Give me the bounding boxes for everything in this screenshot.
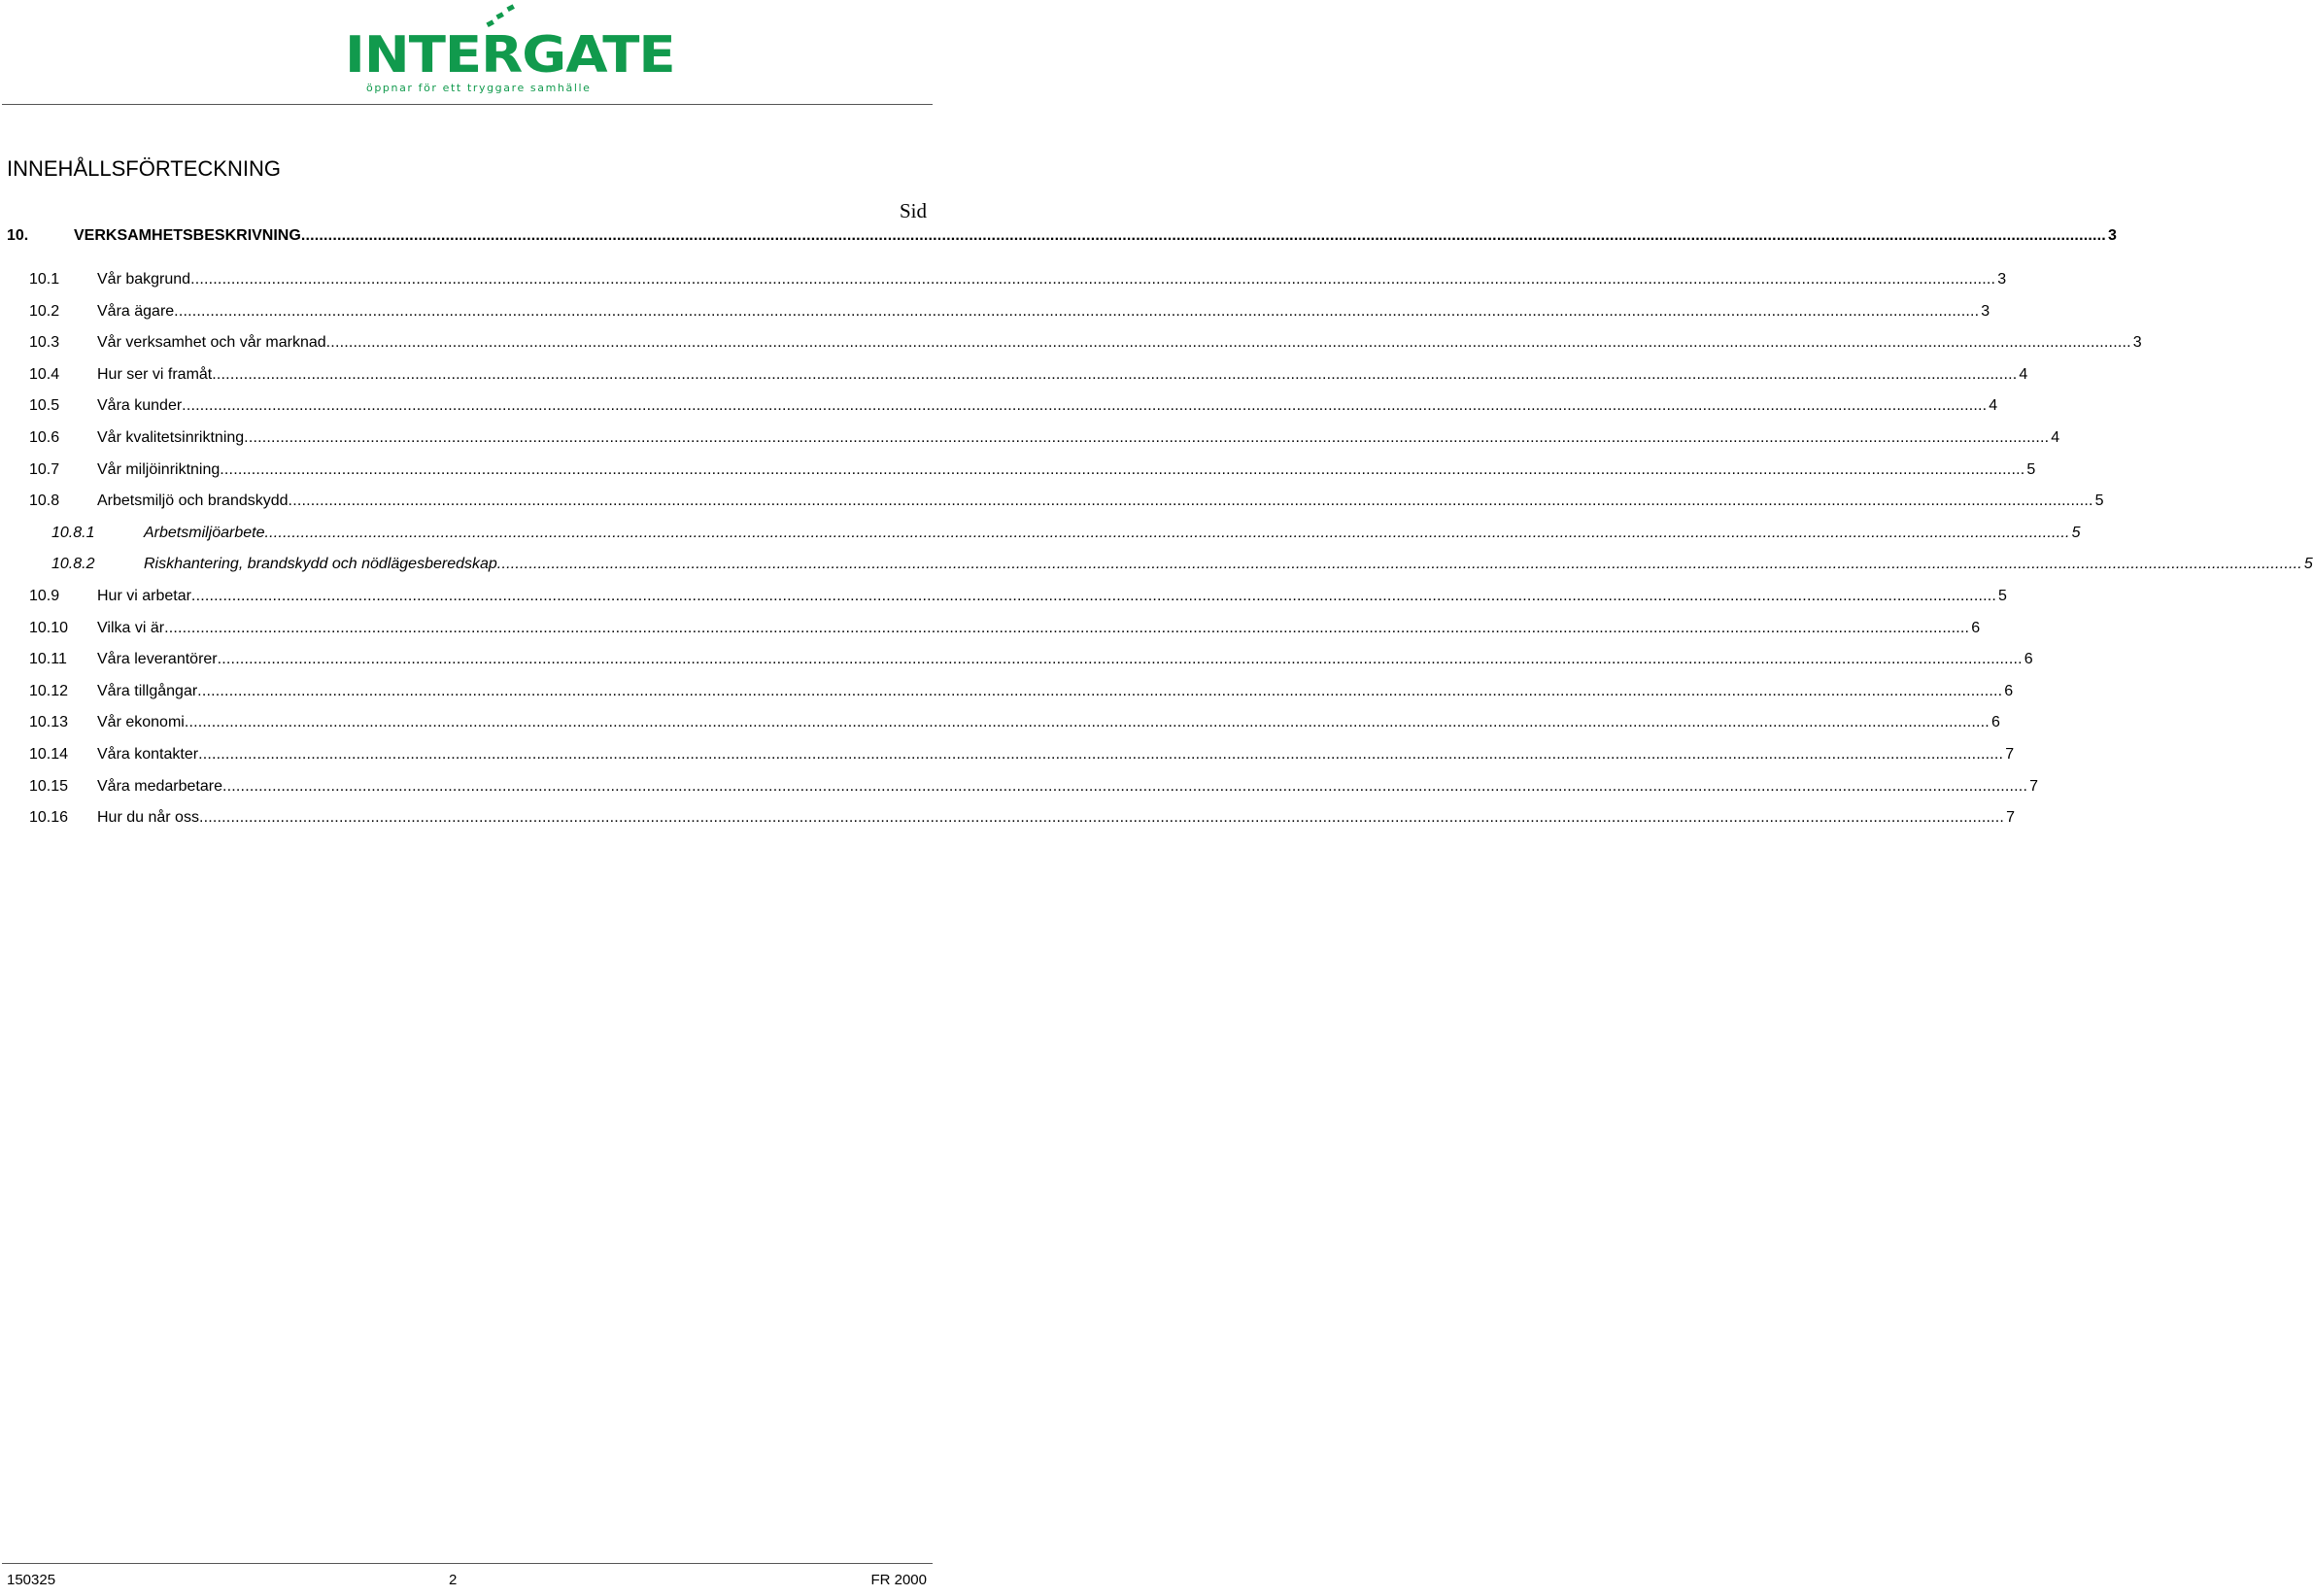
toc-entry-leader bbox=[144, 523, 2081, 544]
toc-entry-leader bbox=[97, 618, 1981, 639]
toc-entry-number: 10.2 bbox=[29, 302, 60, 320]
toc-dot-leader: ................................................................................................................................................................................................................................................................................................................................................................................................................ bbox=[198, 809, 2005, 827]
toc-entry-number: 10.12 bbox=[29, 682, 69, 699]
toc-entry-page: 5 bbox=[2071, 524, 2081, 541]
toc-entry-number: 10.13 bbox=[29, 714, 69, 731]
toc-entry[interactable] bbox=[0, 364, 2028, 386]
toc-entry-number: 10.1 bbox=[29, 271, 60, 288]
footer-page-number: 2 bbox=[449, 1572, 458, 1588]
toc-entry-page: 6 bbox=[2024, 651, 2033, 668]
toc-entry-leader bbox=[97, 776, 2038, 798]
toc-dot-leader: ................................................................................................................................................................................................................................................................................................................................................................................................................ bbox=[300, 227, 2106, 244]
toc-entry-title: Våra tillgångar bbox=[97, 682, 198, 699]
toc-entry-page: 7 bbox=[2006, 809, 2015, 827]
toc-entry-leader bbox=[74, 225, 2117, 247]
toc-entry[interactable] bbox=[0, 586, 2007, 607]
toc-entry[interactable] bbox=[0, 807, 2015, 829]
toc-entry-number: 10.8.1 bbox=[51, 524, 95, 541]
toc-entry-title: Våra ägare bbox=[97, 302, 175, 320]
toc-dot-leader: ................................................................................................................................................................................................................................................................................................................................................................................................................ bbox=[198, 746, 2004, 763]
toc-dot-leader: ................................................................................................................................................................................................................................................................................................................................................................................................................ bbox=[325, 334, 2131, 352]
toc-entry-page: 3 bbox=[2132, 334, 2142, 352]
toc-entry-page: 7 bbox=[2005, 746, 2015, 763]
toc-entry-title: Riskhantering, brandskydd och nödlägesberedskap bbox=[144, 556, 497, 573]
toc-entry-number: 10.10 bbox=[29, 619, 69, 636]
toc-entry-number: 10.16 bbox=[29, 809, 69, 827]
toc-entry-number: 10.5 bbox=[29, 397, 60, 415]
toc-entry-leader bbox=[97, 681, 2014, 702]
toc-dot-leader: ................................................................................................................................................................................................................................................................................................................................................................................................................ bbox=[264, 524, 2070, 541]
toc-entry-page: 5 bbox=[1998, 588, 2007, 604]
toc-entry-leader bbox=[97, 807, 2015, 829]
toc-dot-leader: ................................................................................................................................................................................................................................................................................................................................................................................................................ bbox=[496, 556, 2302, 573]
toc-entry-leader bbox=[97, 586, 2007, 607]
toc-entry-title: Våra kontakter bbox=[97, 746, 199, 763]
toc-entry[interactable] bbox=[0, 744, 2015, 765]
toc-entry-leader bbox=[97, 491, 2104, 512]
toc-title: INNEHÅLLSFÖRTECKNING bbox=[7, 156, 281, 181]
toc-entry[interactable] bbox=[0, 712, 2000, 733]
toc-entry-number: 10.15 bbox=[29, 777, 69, 795]
toc-entry-page: 6 bbox=[2004, 682, 2014, 699]
toc-entry-leader bbox=[97, 395, 1998, 417]
toc-entry[interactable] bbox=[0, 301, 1990, 323]
logo-wordmark: INTERGATE bbox=[345, 26, 675, 85]
toc-dot-leader: ................................................................................................................................................................................................................................................................................................................................................................................................................ bbox=[217, 651, 2023, 668]
toc-dot-leader: ................................................................................................................................................................................................................................................................................................................................................................................................................ bbox=[184, 714, 1990, 731]
toc-entry-leader bbox=[97, 649, 2033, 670]
toc-entry-title: Vår miljöinriktning bbox=[97, 460, 221, 478]
toc-entry-title: Arbetsmiljöarbete bbox=[144, 524, 265, 541]
toc-dot-leader: ................................................................................................................................................................................................................................................................................................................................................................................................................ bbox=[244, 429, 2050, 446]
toc-entry-number: 10.7 bbox=[29, 460, 60, 478]
toc-entry-number: 10. bbox=[7, 227, 29, 244]
toc-entry-leader bbox=[97, 427, 2060, 449]
toc-entry[interactable] bbox=[0, 225, 2117, 247]
logo-gate-bars-icon bbox=[491, 4, 520, 43]
toc-dot-leader: ................................................................................................................................................................................................................................................................................................................................................................................................................ bbox=[212, 365, 2018, 383]
toc-entry[interactable] bbox=[0, 332, 2142, 354]
page-footer bbox=[0, 1571, 933, 1594]
toc-dot-leader: ................................................................................................................................................................................................................................................................................................................................................................................................................ bbox=[164, 619, 1970, 636]
toc-dot-leader: ................................................................................................................................................................................................................................................................................................................................................................................................................ bbox=[221, 777, 2028, 795]
toc-entry-page: 5 bbox=[2094, 492, 2104, 510]
toc-entry-number: 10.9 bbox=[29, 588, 60, 604]
toc-entry-page: 3 bbox=[1981, 302, 1990, 320]
toc-entry-number: 10.11 bbox=[29, 651, 67, 668]
toc-dot-leader: ................................................................................................................................................................................................................................................................................................................................................................................................................ bbox=[174, 302, 1980, 320]
toc-entry-title: Våra kunder bbox=[97, 397, 183, 415]
toc-entry-title: Vår kvalitetsinriktning bbox=[97, 429, 245, 446]
toc-entry-title: Arbetsmiljö och brandskydd bbox=[97, 492, 289, 510]
toc-entry-title: Vår verksamhet och vår marknad bbox=[97, 334, 326, 352]
toc-entry-title: Hur du når oss bbox=[97, 809, 199, 827]
toc-entry-page: 3 bbox=[1997, 271, 2007, 288]
toc-entry-page: 7 bbox=[2029, 777, 2038, 795]
toc-entry-page: 5 bbox=[2303, 556, 2313, 573]
toc-entry-leader bbox=[97, 364, 2028, 386]
header-divider bbox=[2, 104, 933, 105]
toc-entry-leader bbox=[97, 269, 2007, 290]
toc-entry-title: Våra leverantörer bbox=[97, 651, 218, 668]
toc-entry-leader bbox=[97, 459, 2036, 481]
toc-entry[interactable] bbox=[0, 395, 1998, 417]
toc-entry-title: Hur vi arbetar bbox=[97, 588, 191, 604]
toc-entry[interactable] bbox=[0, 554, 2313, 575]
toc-entry-leader bbox=[144, 554, 2313, 575]
toc-entry-title: VERKSAMHETSBESKRIVNING bbox=[74, 227, 301, 244]
toc-entry[interactable] bbox=[0, 776, 2038, 798]
toc-entry-title: Vår bakgrund bbox=[97, 271, 191, 288]
footer-revision: FR 2000 bbox=[870, 1572, 927, 1588]
toc-entry-page: 5 bbox=[2026, 460, 2036, 478]
toc-entry-leader bbox=[97, 301, 1990, 323]
toc-entry-leader bbox=[97, 712, 2000, 733]
toc-entry-page: 4 bbox=[2019, 365, 2028, 383]
toc-entry[interactable] bbox=[0, 618, 1981, 639]
toc-entry-number: 10.4 bbox=[29, 365, 60, 383]
toc-entry-title: Vilka vi är bbox=[97, 619, 165, 636]
toc-entry-page: 6 bbox=[1971, 619, 1981, 636]
toc-entry[interactable] bbox=[0, 681, 2014, 702]
toc-entry-title: Våra medarbetare bbox=[97, 777, 222, 795]
page-column-label: Sid bbox=[899, 199, 927, 222]
toc-entry-title: Vår ekonomi bbox=[97, 714, 185, 731]
toc-entry[interactable] bbox=[0, 427, 2060, 449]
toc-entry-number: 10.6 bbox=[29, 429, 60, 446]
toc-entry-number: 10.8.2 bbox=[51, 556, 95, 573]
toc-entry[interactable] bbox=[0, 269, 2007, 290]
toc-entry-page: 3 bbox=[2107, 227, 2117, 244]
toc-dot-leader: ................................................................................................................................................................................................................................................................................................................................................................................................................ bbox=[190, 588, 1997, 604]
toc-entry-page: 4 bbox=[1989, 397, 1998, 415]
toc-entry-number: 10.8 bbox=[29, 492, 60, 510]
toc-dot-leader: ................................................................................................................................................................................................................................................................................................................................................................................................................ bbox=[197, 682, 2003, 699]
toc-dot-leader: ................................................................................................................................................................................................................................................................................................................................................................................................................ bbox=[220, 460, 2025, 478]
toc-entry-page: 6 bbox=[1990, 714, 2000, 731]
page-header bbox=[0, 0, 933, 107]
toc-entry[interactable] bbox=[0, 459, 2036, 481]
toc-entry-number: 10.3 bbox=[29, 334, 60, 352]
footer-document-code: 150325 bbox=[7, 1572, 56, 1588]
toc-dot-leader: ................................................................................................................................................................................................................................................................................................................................................................................................................ bbox=[190, 271, 1996, 288]
toc-entry-number: 10.14 bbox=[29, 746, 69, 763]
toc-entry-leader bbox=[97, 744, 2015, 765]
toc-entry[interactable] bbox=[0, 491, 2104, 512]
toc-dot-leader: ................................................................................................................................................................................................................................................................................................................................................................................................................ bbox=[288, 492, 2093, 510]
intergate-logo bbox=[345, 4, 675, 97]
toc-entry-leader bbox=[97, 332, 2142, 354]
toc-dot-leader: ................................................................................................................................................................................................................................................................................................................................................................................................................ bbox=[182, 397, 1988, 415]
toc-entry-title: Hur ser vi framåt bbox=[97, 365, 213, 383]
toc-entry[interactable] bbox=[0, 523, 2081, 544]
footer-divider bbox=[2, 1563, 933, 1564]
toc-entry[interactable] bbox=[0, 649, 2033, 670]
toc-entry-page: 4 bbox=[2051, 429, 2060, 446]
logo-tagline: öppnar för ett tryggare samhälle bbox=[366, 82, 592, 94]
